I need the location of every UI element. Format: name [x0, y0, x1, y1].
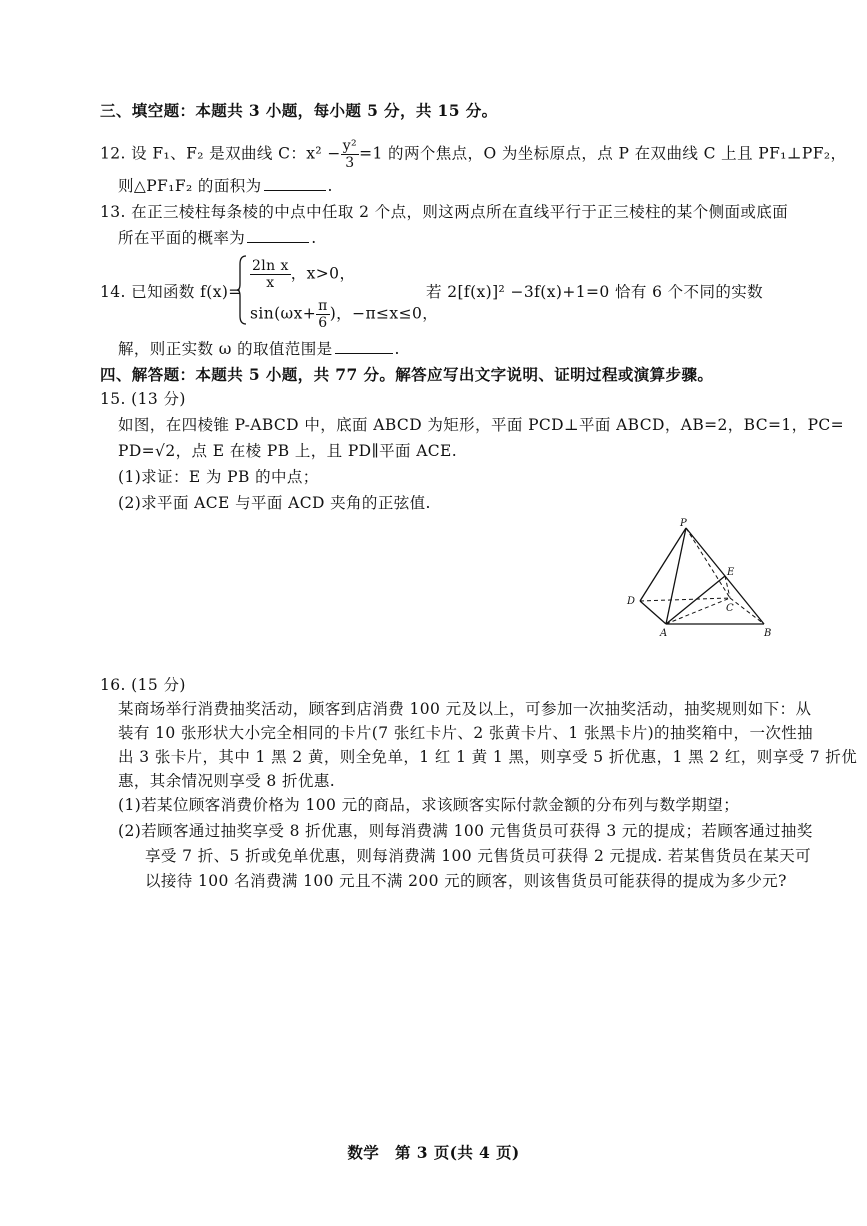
q15-line-2: PD=√2，点 E 在棱 PB 上，且 PD∥平面 ACE. — [118, 442, 458, 460]
q14-case2-b: )，−π≤x≤0， — [329, 304, 439, 323]
q12-frac-num: y² — [342, 138, 358, 154]
q14-line-2 — [118, 337, 400, 360]
q12-line-1 — [100, 138, 846, 171]
q14-end-mark: . — [394, 340, 400, 358]
label-e: E — [727, 567, 735, 578]
q12-answer-blank[interactable] — [264, 174, 326, 191]
q16-line-3: 出 3 张卡片，其中 1 黑 2 黄，则全免单，1 红 1 黄 1 黑，则享受 5 折优惠，1 黑 2 红，则享受 7 折优 — [118, 748, 858, 766]
edge-ac — [666, 598, 730, 624]
edge-dc — [640, 598, 730, 601]
q16-line-1: 某商场举行消费抽奖活动，顾客到店消费 100 元及以上，可参加一次抽奖活动，抽奖规则如下：从 — [118, 700, 812, 718]
q15-number: 15. (13 分) — [100, 390, 186, 408]
q12-text-b: =1 的两个焦点，O 为坐标原点，点 P 在双曲线 C 上且 PF₁⊥PF₂， — [359, 144, 847, 163]
q15-part-2: (2)求平面 ACE 与平面 ACD 夹角的正弦值. — [118, 494, 431, 512]
q14-text-line-2: 解，则正实数 ω 的取值范围是 — [118, 340, 333, 358]
q16-part-2-line-2: 享受 7 折、5 折或免单优惠，则每消费满 100 元售货员可获得 2 元提成. 若某售货员在某天可 — [145, 847, 812, 865]
q14-suffix: 若 2[f(x)]² −3f(x)+1=0 恰有 6 个不同的实数 — [426, 283, 764, 301]
q14-answer-blank[interactable] — [335, 337, 393, 354]
q14-case2-a: sin(ωx+ — [250, 304, 317, 323]
q13-answer-blank[interactable] — [247, 226, 309, 243]
edge-cb — [730, 598, 764, 624]
q16-part-1: (1)若某位顾客消费价格为 100 元的商品，求该顾客实际付款金额的分布列与数学期望； — [118, 796, 740, 814]
q14-brace — [236, 254, 248, 326]
edge-pc — [686, 528, 730, 598]
label-a: A — [660, 628, 668, 638]
q14-case1-cond: ，x>0， — [290, 264, 356, 283]
q16-line-2: 装有 10 张形状大小完全相同的卡片(7 张红卡片、2 张黄卡片、1 张黑卡片)的抽奖箱中，一次性抽 — [118, 724, 814, 742]
q16-number: 16. (15 分) — [100, 676, 186, 694]
q15-line-1: 如图，在四棱锥 P-ABCD 中，底面 ABCD 为矩形，平面 PCD⊥平面 ABCD，AB=2，BC=1，PC= — [118, 416, 845, 434]
q13-end-mark: . — [311, 229, 317, 247]
q16-part-2-line-3: 以接待 100 名消费满 100 元且不满 200 元的顾客，则该售货员可能获得的提成为多少元? — [145, 872, 787, 890]
q12-end-mark: . — [327, 177, 333, 195]
edge-pd — [640, 528, 686, 601]
q13-line-2 — [118, 226, 317, 249]
label-c: C — [726, 603, 734, 614]
page-footer: 数学 第 3 页(共 4 页) — [347, 1143, 520, 1162]
q13-line-1: 13. 在正三棱柱每条棱的中点中任取 2 个点，则这两点所在直线平行于正三棱柱的某个侧面或底面 — [100, 203, 789, 221]
label-p: P — [680, 518, 687, 529]
q14-case1-den: x — [266, 275, 275, 291]
edge-da — [640, 601, 666, 624]
q15-part-1: (1)求证：E 为 PB 的中点； — [118, 468, 319, 486]
section-4-heading: 四、解答题：本题共 5 小题，共 77 分。解答应写出文字说明、证明过程或演算步骤。 — [100, 365, 714, 384]
q16-line-4: 惠，其余情况则享受 8 折优惠. — [118, 772, 336, 790]
label-d: D — [627, 596, 636, 607]
q14-case1-num: 2ln x — [252, 258, 289, 274]
q14-case1-frac — [250, 258, 291, 291]
label-b: B — [764, 628, 772, 638]
q16-part-2-line-1: (2)若顾客通过抽奖享受 8 折优惠，则每消费满 100 元售货员可获得 3 元的提成；若顾客通过抽奖 — [118, 822, 813, 840]
q14-case-2 — [250, 298, 438, 331]
section-3-heading: 三、填空题：本题共 3 小题，每小题 5 分，共 15 分。 — [100, 101, 498, 120]
q12-text-a: 12. 设 F₁、F₂ 是双曲线 C：x² − — [100, 144, 341, 163]
q12-fraction — [341, 138, 359, 171]
q12-line-2 — [118, 174, 333, 197]
q13-text-line-2: 所在平面的概率为 — [118, 229, 246, 247]
q12-text-line-2: 则△PF₁F₂ 的面积为 — [118, 177, 262, 195]
q14-case2-frac — [316, 298, 330, 331]
q12-frac-den: 3 — [345, 155, 355, 171]
pyramid-figure — [620, 516, 780, 638]
q14-case2-den: 6 — [318, 315, 328, 331]
q14-case-1 — [250, 258, 355, 291]
q14-case2-num: π — [318, 298, 328, 314]
q14-prefix: 14. 已知函数 f(x)= — [100, 283, 242, 301]
